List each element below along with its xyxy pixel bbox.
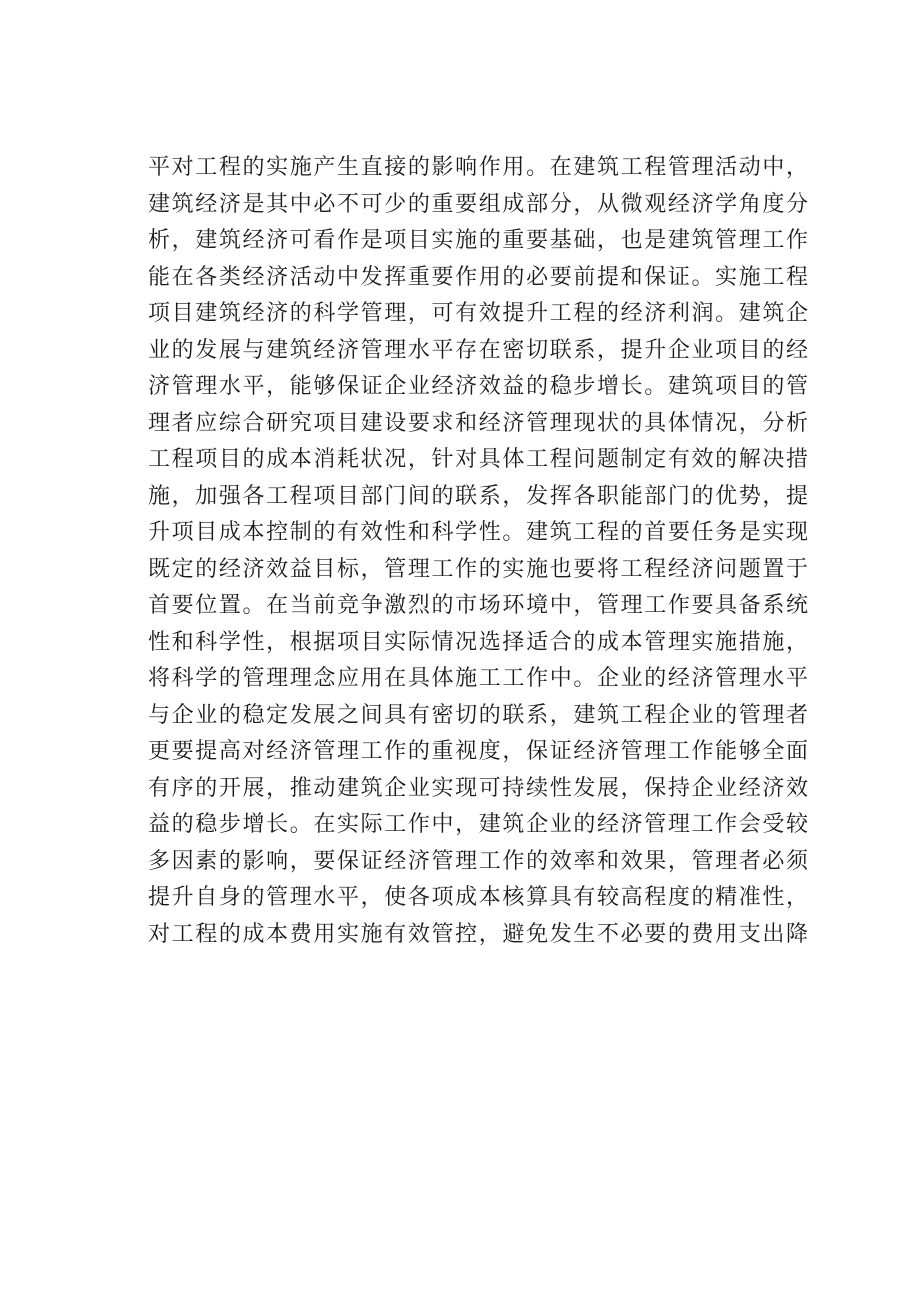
body-paragraph — [148, 150, 808, 953]
text-line: 有序的开展，推动建筑企业实现可持续性发展，保持企业经济效 — [148, 775, 808, 801]
text-line: 施，加强各工程项目部门间的联系，发挥各职能部门的优势，提 — [148, 483, 808, 509]
text-line: 析，建筑经济可看作是项目实施的重要基础，也是建筑管理工作 — [148, 228, 808, 253]
text-line: 益的稳步增长。在实际工作中，建筑企业的经济管理工作会受较 — [148, 812, 808, 837]
text-line: 将科学的管理理念应用在具体施工工作中。企业的经济管理水平 — [148, 666, 808, 691]
text-line: 升项目成本控制的有效性和科学性。建筑工程的首要任务是实现 — [148, 520, 808, 545]
text-line: 提升自身的管理水平，使各项成本核算具有较高程度的精准性， — [148, 885, 808, 910]
text-line: 既定的经济效益目标，管理工作的实施也要将工程经济问题置于 — [148, 556, 808, 582]
text-line: 项目建筑经济的科学管理，可有效提升工程的经济利润。建筑企 — [148, 301, 808, 326]
text-line: 多因素的影响，要保证经济管理工作的效率和效果，管理者必须 — [148, 848, 808, 874]
text-line: 首要位置。在当前竞争激烈的市场环境中，管理工作要具备系统 — [148, 593, 808, 618]
text-line: 业的发展与建筑经济管理水平存在密切联系，提升企业项目的经 — [148, 337, 808, 363]
text-line: 与企业的稳定发展之间具有密切的联系，建筑工程企业的管理者 — [148, 702, 808, 728]
text-line: 性和科学性，根据项目实际情况选择适合的成本管理实施措施， — [148, 629, 808, 655]
text-line: 能在各类经济活动中发挥重要作用的必要前提和保证。实施工程 — [148, 264, 808, 290]
text-line: 平对工程的实施产生直接的影响作用。在建筑工程管理活动中， — [148, 155, 808, 180]
text-line: 理者应综合研究项目建设要求和经济管理现状的具体情况，分析 — [148, 410, 808, 436]
text-line: 建筑经济是其中必不可少的重要组成部分，从微观经济学角度分 — [148, 191, 808, 217]
text-line: 济管理水平，能够保证企业经济效益的稳步增长。建筑项目的管 — [148, 374, 808, 399]
text-line: 对工程的成本费用实施有效管控，避免发生不必要的费用支出降 — [148, 921, 808, 947]
text-line: 更要提高对经济管理工作的重视度，保证经济管理工作能够全面 — [148, 739, 808, 764]
text-line: 工程项目的成本消耗状况，针对具体工程问题制定有效的解决措 — [148, 447, 808, 472]
